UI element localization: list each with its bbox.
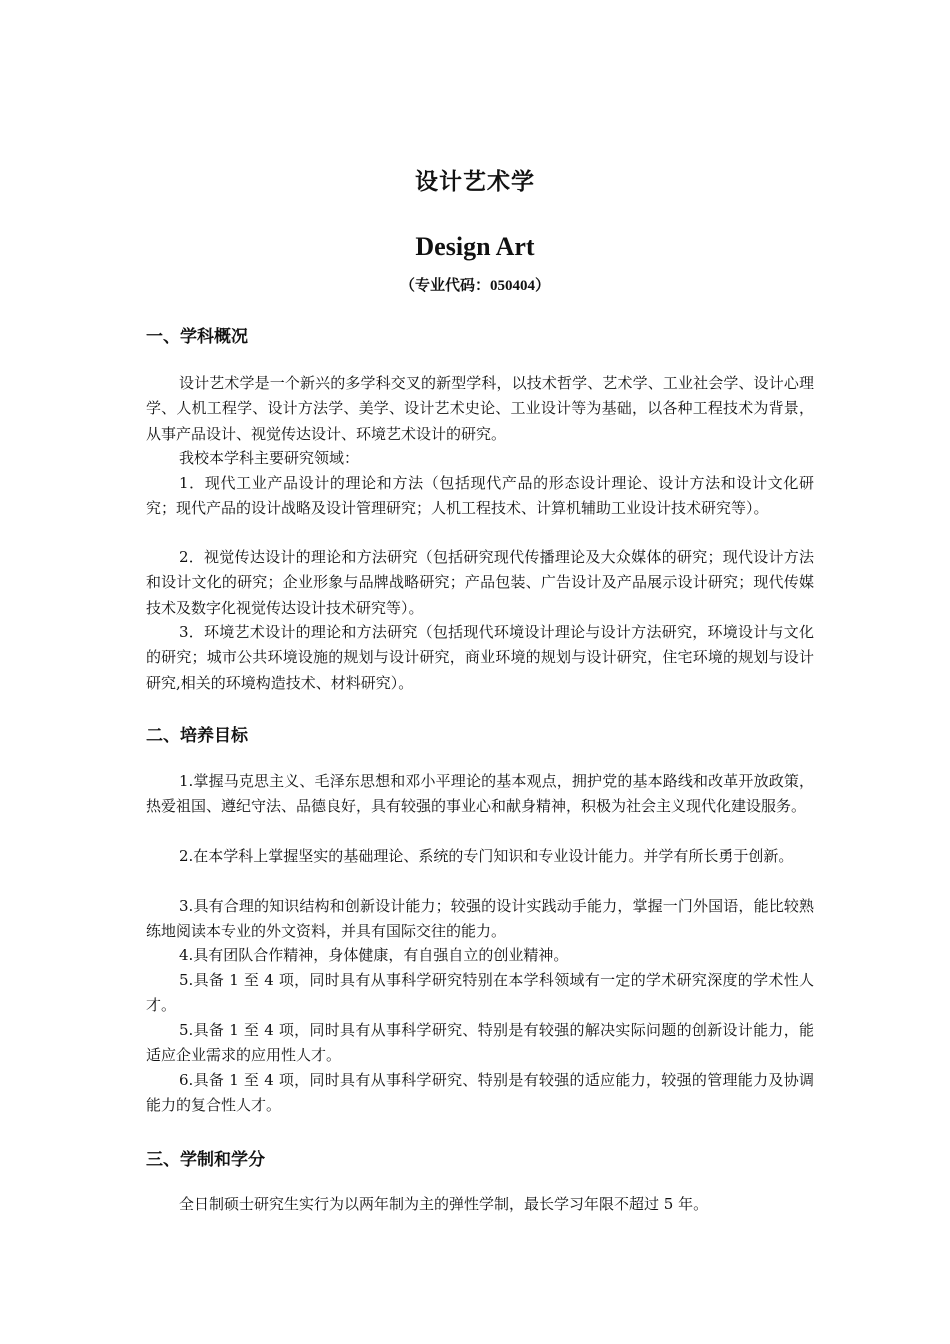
paragraph: 6.具备 1 至 4 项，同时具有从事科学研究、特别是有较强的适应能力，较强的管理能力及协调能力的复合性人才。 [146, 1071, 814, 1115]
document-title-english: Design Art [415, 232, 535, 261]
section-heading-overview: 一、学科概况 [146, 327, 248, 347]
document-title: 设计艺术学 [415, 169, 535, 195]
paragraph: 1.掌握马克思主义、毛泽东思想和邓小平理论的基本观点，拥护党的基本路线和改革开放政策，热爱祖国、遵纪守法、品德良好，具有较强的事业心和献身精神，积极为社会主义现代化建设服务。 [146, 772, 814, 816]
paragraph: 5.具备 1 至 4 项，同时具有从事科学研究特别在本学科领域有一定的学术研究深度的学术性人才。 [146, 971, 814, 1015]
paragraph: 3.具有合理的知识结构和创新设计能力；较强的设计实践动手能力，掌握一门外国语，能比较熟练地阅读本专业的外文资料，并具有国际交往的能力。 [146, 897, 814, 941]
paragraph: 3．环境艺术设计的理论和方法研究（包括现代环境设计理论与设计方法研究，环境设计与文化的研究；城市公共环境设施的规划与设计研究，商业环境的规划与设计研究，住宅环境的规划与设计研究,相关的环境构造技术、材料研究）。 [146, 623, 814, 692]
paragraph: 1．现代工业产品设计的理论和方法（包括现代产品的形态设计理论、设计方法和设计文化研究；现代产品的设计战略及设计管理研究；人机工程技术、计算机辅助工业设计技术研究等）。 [146, 474, 814, 518]
paragraph: 全日制硕士研究生实行为以两年制为主的弹性学制，最长学习年限不超过 5 年。 [179, 1195, 709, 1213]
paragraph: 2．视觉传达设计的理论和方法研究（包括研究现代传播理论及大众媒体的研究；现代设计方法和设计文化的研究；企业形象与品牌战略研究；产品包装、广告设计及产品展示设计研究；现代传媒技术及数字化视觉传达设计技术研究等）。 [146, 548, 814, 617]
paragraph: 5.具备 1 至 4 项，同时具有从事科学研究、特别是有较强的解决实际问题的创新设计能力，能适应企业需求的应用性人才。 [146, 1021, 814, 1065]
paragraph: 我校本学科主要研究领域： [179, 449, 360, 467]
section-heading-objectives: 二、培养目标 [146, 726, 248, 746]
major-code: （专业代码：050404） [399, 278, 550, 294]
section-heading-duration-credits: 三、学制和学分 [146, 1150, 265, 1170]
paragraph: 设计艺术学是一个新兴的多学科交叉的新型学科，以技术哲学、艺术学、工业社会学、设计心理学、人机工程学、设计方法学、美学、设计艺术史论、工业设计等为基础，以各种工程技术为背景，从事产品设计、视觉传达设计、环境艺术设计的研究。 [146, 374, 814, 443]
paragraph: 4.具有团队合作精神，身体健康，有自强自立的创业精神。 [179, 946, 569, 964]
paragraph: 2.在本学科上掌握坚实的基础理论、系统的专门知识和专业设计能力。并学有所长勇于创新。 [179, 847, 794, 865]
